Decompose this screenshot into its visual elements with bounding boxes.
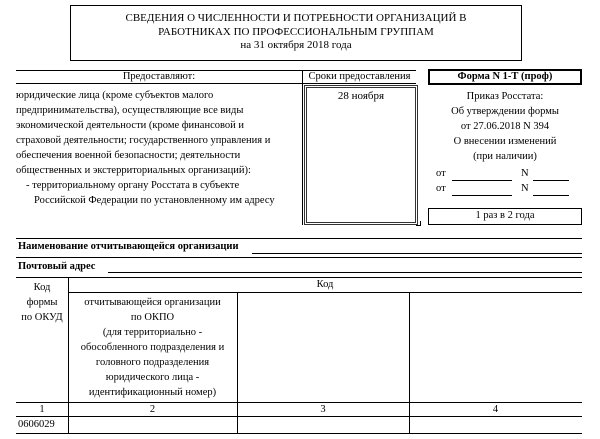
provide-sub-line2: Российской Федерации по установленному им адресу: [34, 195, 275, 206]
address-line: [108, 272, 582, 273]
okpo-header-line: идентификационный номер): [88, 387, 217, 398]
org-mid-rule: [16, 257, 582, 258]
report-title-line3: на 31 октября 2018 года: [240, 39, 352, 51]
deadline-box: [304, 85, 418, 225]
provide-line: страховой деятельности; государственного управления и: [16, 135, 271, 146]
provide-header: Предоставляют:: [122, 71, 196, 82]
address-label: Почтовый адрес: [18, 261, 96, 272]
okpo-header-line: по ОКПО: [130, 312, 175, 323]
col-number-3: 3: [320, 404, 326, 415]
deadline-box-corner: [416, 221, 421, 226]
okud-header: [16, 280, 68, 325]
form-order-block: [428, 89, 582, 164]
org-top-rule: [16, 238, 582, 239]
ot-date-line-2: [452, 195, 512, 196]
okud-header-line2: формы: [26, 297, 58, 308]
okpo-header-line: юридического лица -: [105, 372, 200, 383]
deadline-value: 28 ноября: [337, 90, 385, 102]
provide-header-rule: [16, 83, 416, 84]
col-number-2: 2: [149, 404, 156, 415]
report-title-box: [70, 5, 522, 61]
n-label-1: N: [521, 168, 529, 179]
code-header: Код: [316, 279, 334, 290]
form-title: Форма N 1-Т (проф): [457, 71, 553, 82]
n-value-line-1: [533, 180, 569, 181]
org-name-label: Наименование отчитывающейся организации: [18, 241, 239, 252]
okpo-header-line: (для территориально -: [102, 327, 203, 338]
table-bottom-rule: [16, 433, 582, 434]
okud-header-line3: по ОКУД: [21, 312, 63, 323]
col-number-4: 4: [492, 404, 499, 415]
table-numbers-rule: [16, 402, 582, 403]
order-line2: от 27.06.2018 N 394: [460, 121, 550, 132]
okpo-header: [68, 295, 237, 400]
table-code-rule: [68, 292, 582, 293]
deadline-header: Сроки предоставления: [308, 71, 411, 82]
ot-label-2: от: [436, 183, 446, 194]
okpo-header-line: отчитывающейся организации: [84, 297, 221, 308]
ot-label-1: от: [436, 168, 446, 179]
table-top-rule: [16, 277, 582, 278]
okud-header-line1: Код: [33, 282, 51, 293]
org-name-line: [252, 253, 582, 254]
okpo-header-line: обособленного подразделения и: [80, 342, 225, 353]
okpo-header-line: головного подразделения: [95, 357, 210, 368]
order-label: Приказ Росстата:: [466, 91, 544, 102]
okud-value: 0606029: [18, 419, 55, 430]
frequency: 1 раз в 2 года: [475, 210, 535, 221]
provide-text: [16, 88, 302, 208]
provide-sub-line1: - территориальному органу Росстата в субъекте: [26, 180, 240, 191]
table-values-rule: [16, 416, 582, 417]
provide-line: обеспечения военной безопасности; деятельности: [16, 150, 241, 161]
changes-line1: О внесении изменений: [453, 136, 557, 147]
report-title-line1: СВЕДЕНИЯ О ЧИСЛЕННОСТИ И ПОТРЕБНОСТИ ОРГАНИЗАЦИЙ В: [125, 12, 467, 24]
n-value-line-2: [533, 195, 569, 196]
n-label-2: N: [521, 183, 529, 194]
provide-line: экономической деятельности (кроме финансовой и: [16, 120, 244, 131]
provide-line: общественных и экстерриториальных организаций):: [16, 165, 251, 176]
provide-line: юридические лица (кроме субъектов малого: [16, 90, 214, 101]
report-title-line2: РАБОТНИКАХ ПО ПРОФЕССИОНАЛЬНЫМ ГРУППАМ: [158, 25, 434, 38]
provide-line: предпринимательства), осуществляющие все виды: [16, 105, 244, 116]
ot-date-line-1: [452, 180, 512, 181]
changes-line2: (при наличии): [473, 151, 537, 162]
provide-divider: [302, 70, 303, 225]
order-line1: Об утверждении формы: [451, 106, 559, 117]
col-number-1: 1: [39, 404, 45, 415]
